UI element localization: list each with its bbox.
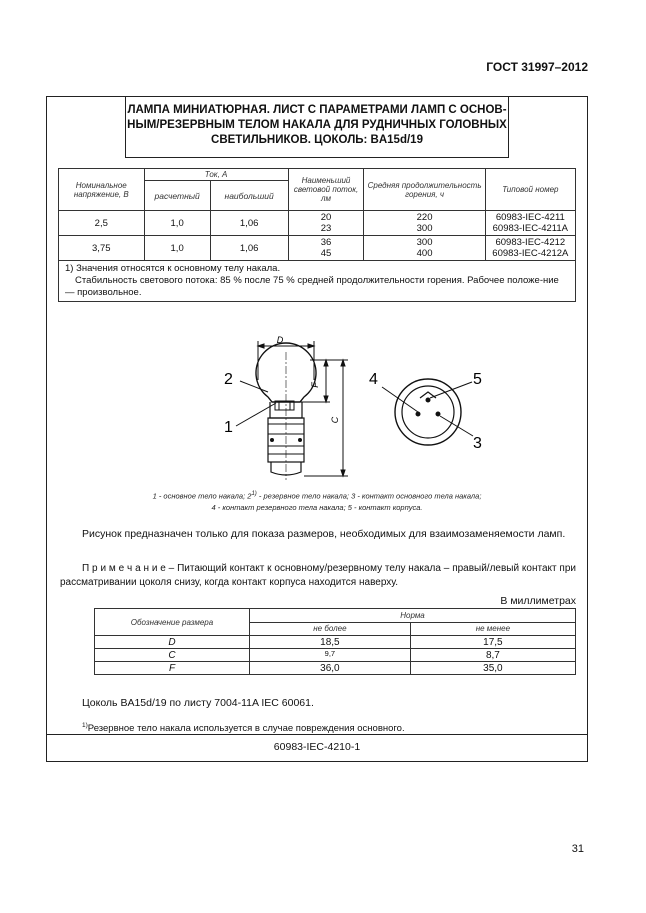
- units-label: В миллиметрах: [500, 595, 576, 607]
- flux-value: 36: [320, 237, 332, 248]
- contact-5: [426, 398, 430, 402]
- cell-current-max: 1,06: [210, 211, 288, 236]
- cap-reference: Цоколь BA15d/19 по листу 7004-11A IEC 60061.: [82, 697, 314, 709]
- life-value: 400: [416, 248, 433, 259]
- footnote-mark: 1): [82, 722, 88, 729]
- label-5: 5: [473, 371, 482, 388]
- flux-value: 20: [320, 212, 332, 223]
- title-line-3: СВЕТИЛЬНИКОВ. ЦОКОЛЬ: BA15d/19: [211, 134, 423, 146]
- label-2: 2: [224, 371, 233, 388]
- label-3: 3: [473, 435, 482, 452]
- document-code: ГОСТ 31997–2012: [486, 60, 588, 74]
- type-value: 60983-IEC-4211: [495, 212, 565, 223]
- page-number: 31: [571, 843, 584, 855]
- life-value: 220: [416, 212, 433, 223]
- col-type-header: Типовой номер: [485, 169, 575, 211]
- col-current-max-header: наибольший: [210, 181, 288, 211]
- sheet-code: 60983-IEC-4210-1: [273, 741, 361, 753]
- cell-dim-min: 17,5: [410, 636, 575, 649]
- type-value: 60983-IEC-4212: [495, 237, 566, 248]
- paragraph-purpose: Рисунок предназначен только для показа размеров, необходимых для взаимозаменяемости ламп.: [82, 528, 566, 540]
- leader-2: [240, 381, 268, 392]
- title-line-2: НЫМ/РЕЗЕРВНЫМ ТЕЛОМ НАКАЛА ДЛЯ РУДНИЧНЫХ ГОЛОВНЫХ: [127, 119, 507, 131]
- col-voltage-header: Номинальное напряжение, В: [59, 169, 145, 211]
- dim-arrow: [324, 396, 328, 402]
- paragraph-note: П р и м е ч а н и е – Питающий контакт к основному/резервному телу накала – правый/левый контакт при рассматривании цоколя снизу, когда контакт корпуса находится наверху.: [60, 563, 576, 588]
- contact-4: [416, 412, 420, 416]
- dim-arrow: [341, 470, 345, 476]
- label-4: 4: [369, 371, 378, 388]
- dim-arrow: [341, 360, 345, 366]
- caption-part: 1 - основное тело накала; 2: [152, 491, 252, 501]
- col-norm-header: Норма: [250, 609, 576, 623]
- title-line-1: ЛАМПА МИНИАТЮРНАЯ. ЛИСТ С ПАРАМЕТРАМИ ЛАМП С ОСНОВ-: [127, 104, 507, 116]
- dimensions-table: [94, 608, 576, 675]
- table-row: [95, 649, 576, 662]
- note-2: Стабильность светового потока: 85 % после 75 % средней продолжительности горения. Рабочее положе-ние — произвольное.: [65, 275, 559, 298]
- cell-current-max: 1,06: [210, 236, 288, 261]
- cell-dim-name: D: [95, 636, 250, 649]
- contact-3: [436, 412, 440, 416]
- cell-voltage: 2,5: [59, 211, 145, 236]
- flux-value: 45: [320, 248, 332, 259]
- base-pin: [299, 439, 302, 442]
- cell-current-calc: 1,0: [144, 236, 210, 261]
- dim-c-label: C: [330, 416, 340, 424]
- dim-arrow: [308, 344, 314, 348]
- type-value: 60983-IEC-4212A: [492, 248, 569, 259]
- cell-dim-max: 9,7: [250, 649, 411, 662]
- footnote: [82, 722, 405, 734]
- col-min-header: не менее: [410, 622, 575, 636]
- cell-current-calc: 1,0: [144, 211, 210, 236]
- footnote-text: Резервное тело накала используется в случае повреждения основного.: [87, 723, 405, 735]
- col-flux-header: Наименьший световой поток, лм: [288, 169, 364, 211]
- cell-dim-min: 8,7: [410, 649, 575, 662]
- cell-voltage: 3,75: [59, 236, 145, 261]
- cell-dim-name: C: [95, 649, 250, 662]
- table-row: [95, 636, 576, 649]
- caption-footnote-mark: 1): [251, 491, 257, 497]
- flux-value: 23: [320, 223, 332, 234]
- leader-3: [440, 416, 473, 436]
- col-current-header: Ток, А: [144, 169, 288, 181]
- type-value: 60983-IEC-4211A: [492, 223, 568, 234]
- dim-arrow: [324, 360, 328, 366]
- caption-line-2: 4 - контакт резервного тела накала; 5 - контакт корпуса.: [211, 502, 423, 512]
- col-name-header: Обозначение размера: [95, 609, 250, 636]
- note-1: 1) Значения относятся к основному телу накала.: [65, 263, 281, 274]
- col-max-header: не более: [250, 622, 411, 636]
- dim-f-label: F: [310, 382, 320, 388]
- life-value: 300: [416, 237, 433, 248]
- caption-part: - резервное тело накала; 3 - контакт основного тела накала;: [256, 491, 482, 501]
- cell-dim-min: 35,0: [410, 662, 575, 675]
- leader-5: [430, 382, 472, 398]
- base-inner-circle: [402, 386, 454, 438]
- table-row: [95, 662, 576, 675]
- label-1: 1: [224, 419, 233, 436]
- bottom-divider: [46, 734, 588, 735]
- life-value: 300: [416, 223, 433, 234]
- cell-dim-max: 36,0: [250, 662, 411, 675]
- cell-dim-name: F: [95, 662, 250, 675]
- cell-dim-max: 18,5: [250, 636, 411, 649]
- base-pin: [271, 439, 274, 442]
- col-current-calc-header: расчетный: [144, 181, 210, 211]
- dim-arrow: [258, 344, 264, 348]
- col-life-header: Средняя продолжительность горения, ч: [364, 169, 485, 211]
- figure-caption: [60, 489, 574, 513]
- base-outer-circle: [395, 379, 461, 445]
- dim-d-label: D: [276, 335, 284, 345]
